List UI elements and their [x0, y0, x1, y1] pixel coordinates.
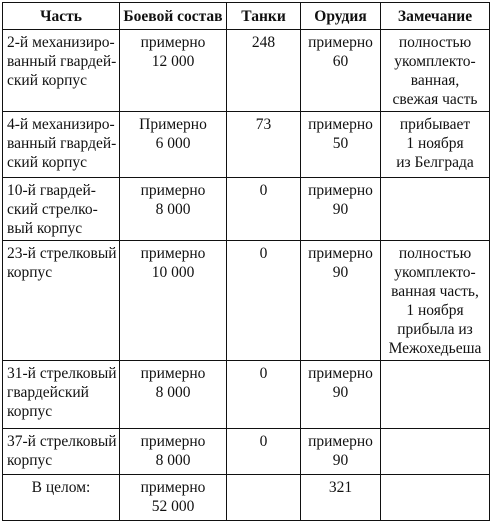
note-cell: [381, 178, 490, 241]
strength-cell: Примерно 6 000: [120, 112, 227, 178]
header-unit: Часть: [3, 3, 120, 30]
unit-cell: 23-й стрелковый корпус: [3, 241, 120, 361]
note-cell: полностью укомплекто- ванная, свежая часть: [381, 30, 490, 112]
table-row: [3, 429, 490, 475]
tanks-cell: 248: [227, 30, 301, 112]
table-row: [3, 361, 490, 429]
total-note-cell: [381, 475, 490, 521]
guns-cell: примерно 50: [301, 112, 381, 178]
tanks-cell: 0: [227, 361, 301, 429]
forces-table: [2, 2, 490, 521]
note-cell: прибывает 1 ноября из Белграда: [381, 112, 490, 178]
total-row: [3, 475, 490, 521]
table-row: [3, 241, 490, 361]
tanks-cell: 0: [227, 241, 301, 361]
header-note: Замечание: [381, 3, 490, 30]
strength-cell: примерно 8 000: [120, 178, 227, 241]
strength-cell: примерно 8 000: [120, 361, 227, 429]
guns-cell: примерно 90: [301, 241, 381, 361]
total-tanks-cell: [227, 475, 301, 521]
strength-cell: примерно 8 000: [120, 429, 227, 475]
strength-cell: примерно 10 000: [120, 241, 227, 361]
table-body: [3, 30, 490, 521]
guns-cell: примерно 60: [301, 30, 381, 112]
tanks-cell: 0: [227, 429, 301, 475]
table-row: [3, 178, 490, 241]
table-row: [3, 30, 490, 112]
header-row: [3, 3, 490, 30]
table-header: [3, 3, 490, 30]
total-guns-cell: 321: [301, 475, 381, 521]
unit-cell: 4-й механизиро- ванный гвардей- ский корпус: [3, 112, 120, 178]
header-guns: Орудия: [301, 3, 381, 30]
unit-cell: 10-й гвардей- ский стрелко- вый корпус: [3, 178, 120, 241]
header-strength: Боевой состав: [120, 3, 227, 30]
tanks-cell: 73: [227, 112, 301, 178]
note-cell: [381, 361, 490, 429]
note-cell: [381, 429, 490, 475]
note-cell: полностью укомплекто- ванная часть, 1 ноября прибыла из Межохедьеша: [381, 241, 490, 361]
total-label-cell: В целом:: [3, 475, 120, 521]
unit-cell: 31-й стрелковый гвардейский корпус: [3, 361, 120, 429]
guns-cell: примерно 90: [301, 361, 381, 429]
table-row: [3, 112, 490, 178]
header-tanks: Танки: [227, 3, 301, 30]
unit-cell: 2-й механизиро- ванный гвардей- ский корпус: [3, 30, 120, 112]
guns-cell: примерно 90: [301, 178, 381, 241]
guns-cell: примерно 90: [301, 429, 381, 475]
total-strength-cell: примерно 52 000: [120, 475, 227, 521]
unit-cell: 37-й стрелковый корпус: [3, 429, 120, 475]
strength-cell: примерно 12 000: [120, 30, 227, 112]
tanks-cell: 0: [227, 178, 301, 241]
